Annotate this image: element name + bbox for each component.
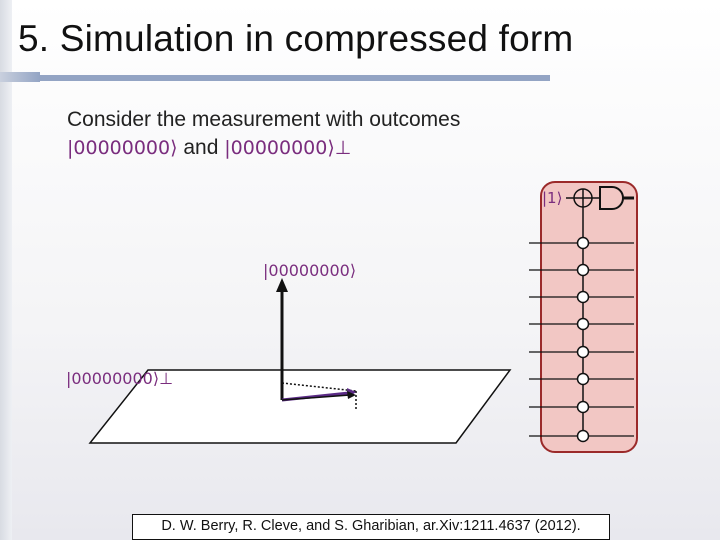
intro-line-1: Consider the measurement with outcomes — [67, 108, 461, 131]
slide-title: 5. Simulation in compressed form — [18, 18, 574, 59]
citation-box: D. W. Berry, R. Cleve, and S. Gharibian, ar.Xiv:1211.4637 (2012). — [132, 514, 610, 540]
ket-perp-label: |00000000⟩⊥ — [66, 369, 174, 388]
ket-perp-outcome: |00000000⟩⊥ — [224, 137, 352, 159]
circuit-diagram — [529, 182, 637, 452]
ket-zero-outcome: |00000000⟩ — [67, 137, 178, 159]
and-word: and — [177, 136, 225, 159]
ket-up-label: |00000000⟩ — [263, 261, 357, 280]
circuit-highlight-box — [541, 182, 637, 452]
cnot-target-icon — [574, 189, 592, 207]
ket-one-label: |1⟩ — [542, 189, 563, 207]
